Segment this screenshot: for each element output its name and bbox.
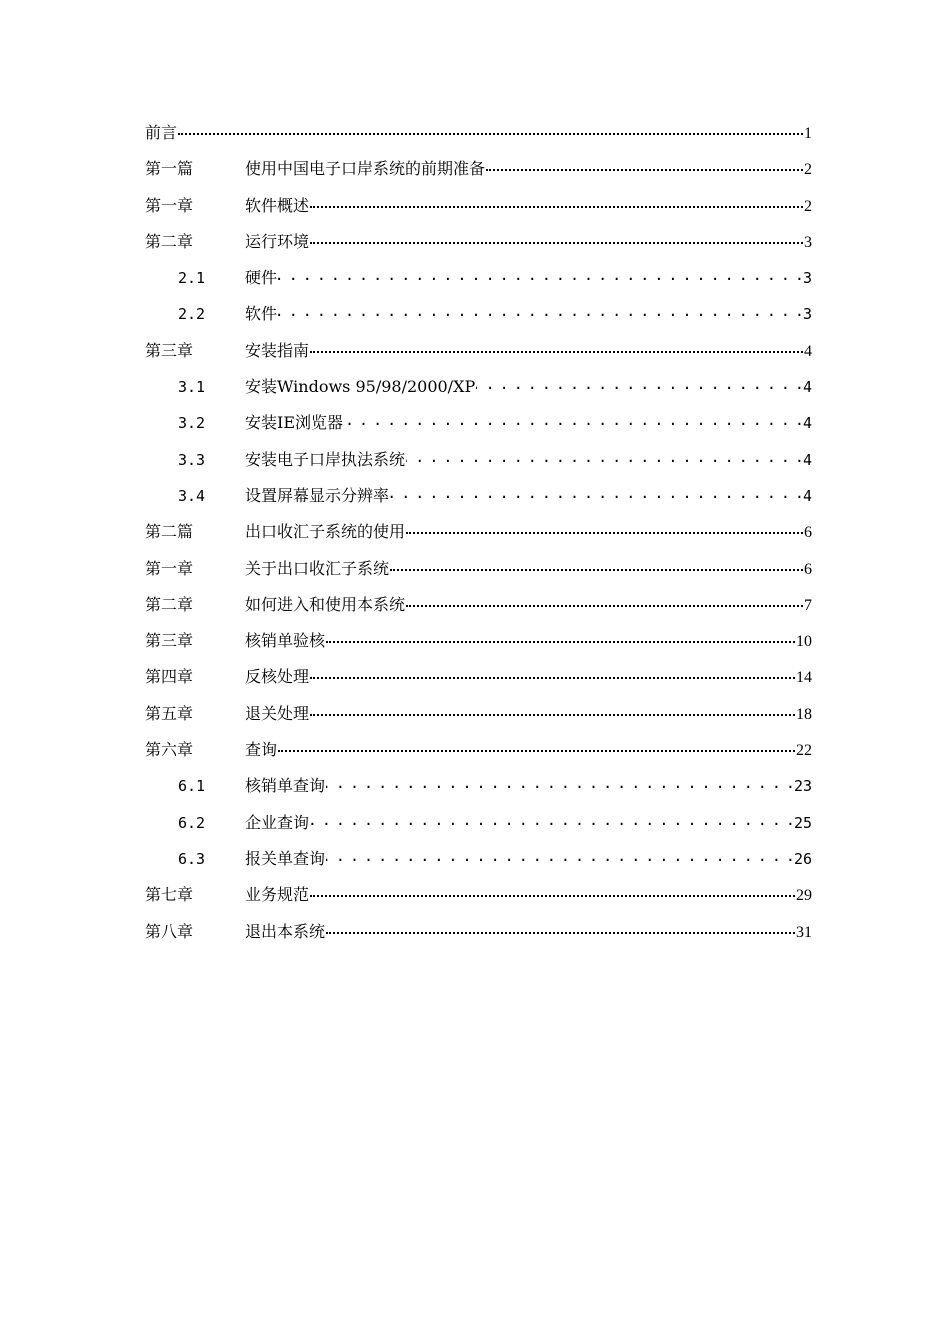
- toc-dot-leader: [326, 847, 793, 863]
- toc-dot-leader: [278, 266, 802, 282]
- toc-entry[interactable]: [145, 301, 812, 337]
- toc-entry[interactable]: [145, 810, 812, 846]
- toc-dot-leader: [310, 811, 793, 827]
- toc-dot-leader: [310, 341, 803, 353]
- toc-dot-leader: [406, 448, 802, 464]
- toc-page-number: 10: [796, 633, 812, 651]
- toc-entry-title: 出口收汇子系统的使用: [245, 522, 406, 542]
- toc-entry-number: 第二篇: [145, 522, 194, 542]
- toc-dot-leader: [326, 922, 795, 934]
- toc-entry-number: 6.2: [178, 813, 206, 832]
- toc-entry-title: 软件: [245, 304, 278, 324]
- toc-entry[interactable]: [145, 338, 812, 374]
- toc-entry[interactable]: [145, 846, 812, 882]
- toc-entry-number: 第三章: [145, 340, 194, 360]
- toc-page-number: 29: [796, 887, 812, 905]
- toc-entry-number: 3.2: [178, 414, 206, 433]
- toc-page-number: 23: [793, 777, 812, 796]
- toc-entry[interactable]: [145, 156, 812, 192]
- toc-page-number: 4: [802, 378, 812, 397]
- toc-page-number: 4: [802, 414, 812, 433]
- toc-entry[interactable]: [145, 556, 812, 592]
- toc-page-number: 2: [804, 161, 812, 179]
- toc-entry[interactable]: [145, 519, 812, 555]
- toc-dot-leader: [278, 302, 802, 318]
- toc-entry-number: 2.1: [178, 269, 206, 288]
- toc-dot-leader: [406, 595, 803, 607]
- toc-entry[interactable]: [145, 919, 812, 955]
- toc-dot-leader: [310, 667, 795, 679]
- table-of-contents: [145, 120, 812, 955]
- toc-dot-leader: [326, 631, 795, 643]
- toc-dot-leader: [310, 196, 803, 208]
- toc-entry-title: 设置屏幕显示分辨率: [245, 485, 390, 505]
- toc-page-number: 14: [796, 669, 812, 687]
- toc-entry[interactable]: [145, 773, 812, 809]
- toc-entry[interactable]: [145, 628, 812, 664]
- toc-page-number: 25: [793, 813, 812, 832]
- toc-entry-number: 3.4: [178, 486, 206, 505]
- toc-entry-title: 关于出口收汇子系统: [245, 558, 390, 578]
- toc-entry-title: 业务规范: [245, 885, 310, 905]
- toc-dot-leader: [390, 484, 802, 500]
- toc-entry-title: 安装Windows 95/98/2000/XP: [245, 377, 476, 397]
- toc-dot-leader: [476, 375, 802, 391]
- toc-entry[interactable]: [145, 120, 812, 156]
- toc-entry[interactable]: [145, 882, 812, 918]
- toc-entry-number: 第二章: [145, 231, 194, 251]
- toc-page-number: 3: [804, 233, 812, 251]
- toc-entry-number: 第一篇: [145, 159, 194, 179]
- toc-entry-number: 3.3: [178, 450, 206, 469]
- toc-entry-title: 退关处理: [245, 703, 310, 723]
- toc-entry-title: 退出本系统: [245, 921, 326, 941]
- toc-entry[interactable]: [145, 592, 812, 628]
- toc-entry-number: 6.3: [178, 849, 206, 868]
- toc-entry-number: 第一章: [145, 558, 194, 578]
- toc-page-number: 2: [804, 197, 812, 215]
- toc-entry[interactable]: [145, 265, 812, 301]
- toc-dot-leader: [486, 159, 803, 171]
- toc-dot-leader: [326, 774, 793, 790]
- toc-entry-number: 第三章: [145, 631, 194, 651]
- toc-page-number: 4: [802, 486, 812, 505]
- toc-dot-leader: [178, 123, 803, 135]
- toc-page-number: 4: [802, 450, 812, 469]
- toc-entry-number: 第七章: [145, 885, 194, 905]
- toc-page-number: 4: [804, 342, 812, 360]
- toc-dot-leader: [390, 559, 803, 571]
- toc-entry-title: 查询: [245, 740, 278, 760]
- toc-entry-title: 软件概述: [245, 195, 310, 215]
- toc-entry-number: 2.2: [178, 305, 206, 324]
- toc-page-number: 6: [804, 524, 812, 542]
- toc-entry[interactable]: [145, 374, 812, 410]
- toc-entry[interactable]: [145, 701, 812, 737]
- toc-dot-leader: [310, 885, 795, 897]
- toc-entry-title: 硬件: [245, 268, 278, 288]
- toc-entry-title: 如何进入和使用本系统: [245, 594, 406, 614]
- toc-entry-title: 安装电子口岸执法系统: [245, 449, 406, 469]
- toc-entry-number: 第一章: [145, 195, 194, 215]
- toc-entry-number: 第八章: [145, 921, 194, 941]
- toc-entry-title: 企业查询: [245, 812, 310, 832]
- toc-dot-leader: [344, 411, 802, 427]
- toc-page-number: 26: [793, 849, 812, 868]
- toc-entry-number: 第四章: [145, 667, 194, 687]
- toc-entry-title: 反核处理: [245, 667, 310, 687]
- toc-entry-title: 前言: [145, 123, 178, 142]
- toc-entry-number: 第六章: [145, 740, 194, 760]
- toc-entry-number: 第五章: [145, 703, 194, 723]
- toc-dot-leader: [278, 740, 795, 752]
- toc-entry[interactable]: [145, 483, 812, 519]
- toc-page-number: 1: [804, 125, 812, 142]
- toc-entry[interactable]: [145, 229, 812, 265]
- toc-page-number: 22: [796, 742, 812, 760]
- toc-entry[interactable]: [145, 193, 812, 229]
- toc-entry[interactable]: [145, 410, 812, 446]
- toc-page-number: 18: [796, 705, 812, 723]
- toc-page-number: 7: [804, 596, 812, 614]
- toc-entry-title: 使用中国电子口岸系统的前期准备: [245, 159, 486, 179]
- toc-dot-leader: [406, 522, 803, 534]
- toc-entry-title: 核销单验核: [245, 631, 326, 651]
- toc-page-number: 31: [796, 923, 812, 941]
- toc-entry-number: 第二章: [145, 594, 194, 614]
- toc-entry[interactable]: [145, 737, 812, 773]
- toc-entry[interactable]: [145, 447, 812, 483]
- toc-page-number: 6: [804, 560, 812, 578]
- toc-entry-title: 安装IE浏览器: [245, 413, 344, 433]
- toc-entry-number: 3.1: [178, 378, 206, 397]
- toc-entry-title: 安装指南: [245, 340, 310, 360]
- toc-dot-leader: [310, 704, 795, 716]
- toc-entry-title: 核销单查询: [245, 776, 326, 796]
- toc-entry[interactable]: [145, 664, 812, 700]
- toc-page-number: 3: [802, 305, 812, 324]
- toc-entry-title: 运行环境: [245, 231, 310, 251]
- toc-page-number: 3: [802, 269, 812, 288]
- toc-entry-title: 报关单查询: [245, 848, 326, 868]
- toc-entry-number: 6.1: [178, 777, 206, 796]
- toc-dot-leader: [310, 232, 803, 244]
